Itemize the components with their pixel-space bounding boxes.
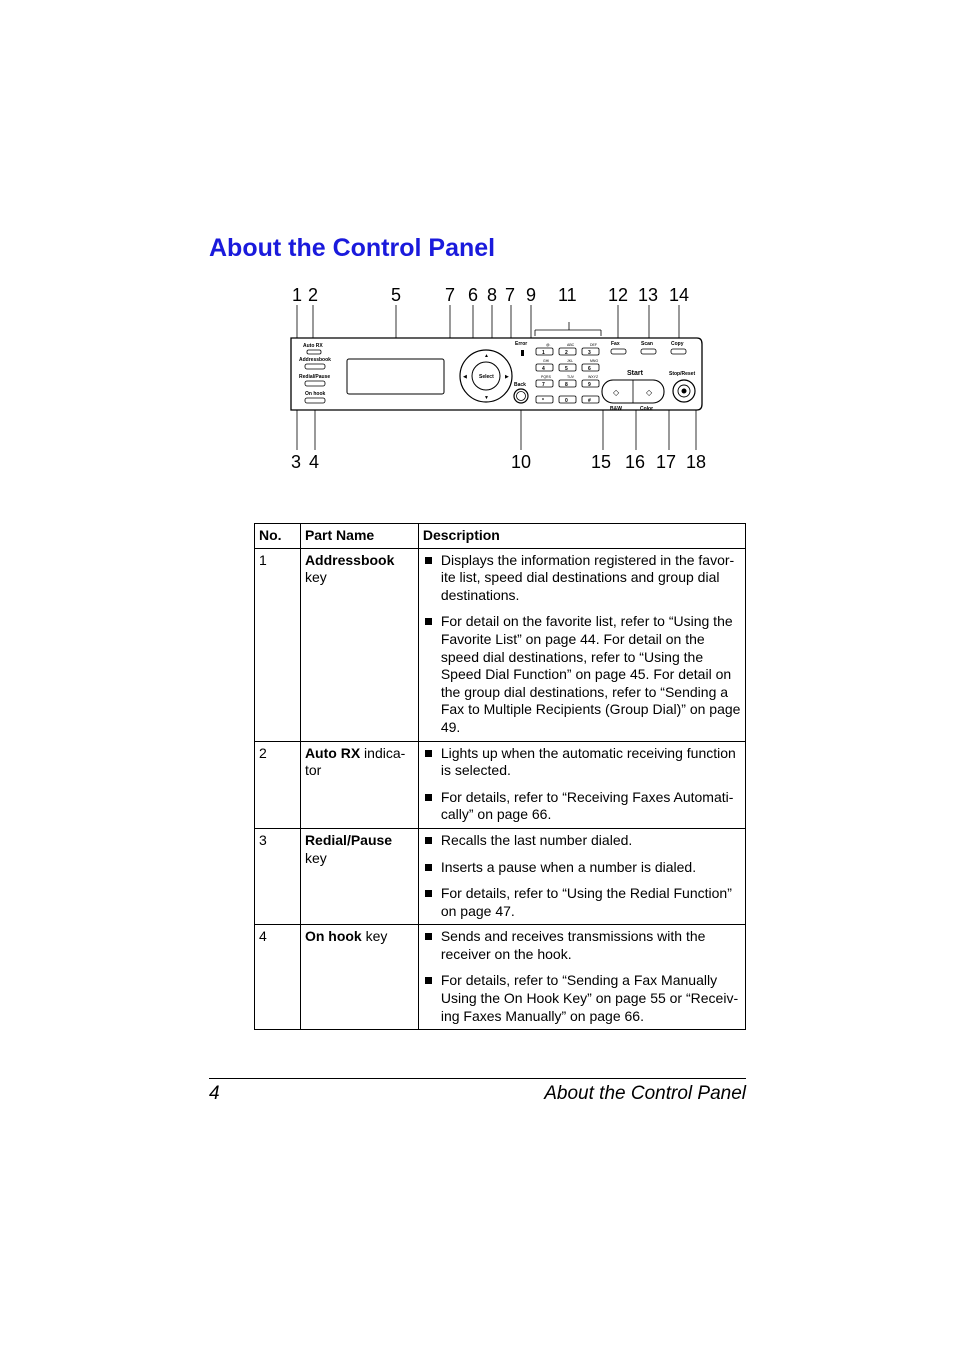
svg-text:▲: ▲ [484,353,489,359]
control-panel-diagram [285,280,705,450]
header-description: Description [418,524,745,549]
header-part-name: Part Name [300,524,418,549]
panel-label-color: Color [640,406,654,412]
description-bullet: Lights up when the automatic receiving function is selected. [423,745,741,780]
keypad-letters-7: PQRS [541,375,551,379]
callout-7: 7 [445,285,456,305]
callout-8: 8 [487,285,498,305]
bullet-square-icon [425,933,432,940]
callout-1: 1 [292,285,303,305]
keypad-letters-1: @. [546,343,551,347]
header-no: No. [255,524,301,549]
panel-label-on-hook: On hook [305,391,326,397]
panel-label-scan: Scan [641,341,653,347]
keypad-key-2: 2 [565,350,568,356]
bullet-square-icon [425,864,432,871]
callout-18: 18 [686,452,707,472]
callout-4: 4 [309,452,320,472]
description-bullet: Recalls the last number dialed. [423,832,741,850]
panel-label-select: Select [479,374,494,380]
callout-16: 16 [625,452,646,472]
panel-label-error: Error [515,341,528,347]
keypad-key-hash: # [588,398,591,404]
callout-11: 11 [558,285,577,305]
callout-10: 10 [511,452,532,472]
callout-13: 13 [638,285,659,305]
svg-text:▼: ▼ [484,395,489,401]
keypad-letters-3: DEF [590,343,597,347]
bullet-square-icon [425,890,432,897]
footer-rule [209,1078,746,1079]
table-header-row [255,524,746,549]
keypad-letters-5: JKL [567,359,574,363]
keypad-letters-6: MNO [590,359,599,363]
keypad-key-4: 4 [542,366,545,372]
part-name: Redial/Pause key [300,828,418,924]
keypad-key-star: * [542,398,544,404]
panel-label-redial-pause: Redial/Pause [299,374,331,380]
keypad-key-7: 7 [542,382,545,388]
panel-label-stop-reset: Stop/Reset [669,371,696,377]
svg-text:▶: ▶ [505,374,509,380]
keypad-letters-4: GHI [543,359,550,363]
description-bullet: For details, refer to “Using the Redial Function” on page 47. [423,885,741,920]
parts-table [254,523,746,1030]
svg-text:◀: ◀ [463,374,467,380]
callout-9: 9 [526,285,537,305]
panel-label-start: Start [627,370,643,377]
footer-page-number: 4 [209,1083,220,1104]
page-title: About the Control Panel [209,234,496,262]
description [418,828,745,924]
keypad-key-9: 9 [588,382,591,388]
description-bullet: Sends and receives transmissions with the receiver on the hook. [423,928,741,963]
callout-6: 6 [468,285,479,305]
row-number: 4 [255,925,301,1030]
callout-7b: 7 [505,285,516,305]
svg-text:◇: ◇ [613,388,620,397]
panel-label-addressbook: Addressbook [299,357,331,363]
keypad-letters-9: WXYZ [588,375,599,379]
bullet-square-icon [425,794,432,801]
description-bullet: For details, refer to “Receiving Faxes Automati-cally” on page 66. [423,789,741,824]
description [418,548,745,741]
description-bullet: Inserts a pause when a number is dialed. [423,859,741,877]
bullet-square-icon [425,618,432,625]
bullet-square-icon [425,837,432,844]
description [418,741,745,828]
callout-2: 2 [308,285,319,305]
callout-3: 3 [291,452,302,472]
description [418,925,745,1030]
bullet-square-icon [425,977,432,984]
keypad-key-3: 3 [588,350,591,356]
svg-text:◇: ◇ [646,388,653,397]
row-number: 1 [255,548,301,741]
keypad-key-8: 8 [565,382,568,388]
panel-label-fax: Fax [611,341,620,347]
row-number: 3 [255,828,301,924]
footer-title: About the Control Panel [544,1083,746,1104]
description-bullet: Displays the information registered in the favor-ite list, speed dial destinations and group dial destinations. [423,552,741,605]
keypad-letters-8: TUV [567,375,574,379]
description-bullet: For detail on the favorite list, refer to “Using the Favorite List” on page 44. For detail on the speed dial destinations, refer to “Using the Speed Dial Function” on page 45. For detail on the group dial destinations, refer to “Sending a Fax to Multiple Recipients (Group Dial)” on page 49. [423,613,741,736]
callout-5: 5 [391,285,402,305]
callout-17: 17 [656,452,677,472]
part-name: Auto RX indica-tor [300,741,418,828]
table-row [255,741,746,828]
table-row [255,828,746,924]
keypad-key-6: 6 [588,366,591,372]
bullet-square-icon [425,557,432,564]
description-bullet: For details, refer to “Sending a Fax Manually Using the On Hook Key” on page 55 or “Receiv-ing Faxes Manually” on page 66. [423,972,741,1025]
part-name: On hook key [300,925,418,1030]
keypad-key-1: 1 [542,350,545,356]
callout-15: 15 [591,452,612,472]
panel-label-auto-rx: Auto RX [303,343,323,349]
row-number: 2 [255,741,301,828]
callout-14: 14 [669,285,690,305]
table-row [255,548,746,741]
panel-label-back: Back [514,382,526,388]
keypad-key-5: 5 [565,366,568,372]
table-row [255,925,746,1030]
panel-label-bw: B&W [610,406,622,412]
keypad-key-0: 0 [565,398,568,404]
bullet-square-icon [425,750,432,757]
panel-label-copy: Copy [671,341,684,347]
part-name: Addressbook key [300,548,418,741]
keypad-letters-2: ABC [567,343,575,347]
callout-12: 12 [608,285,629,305]
